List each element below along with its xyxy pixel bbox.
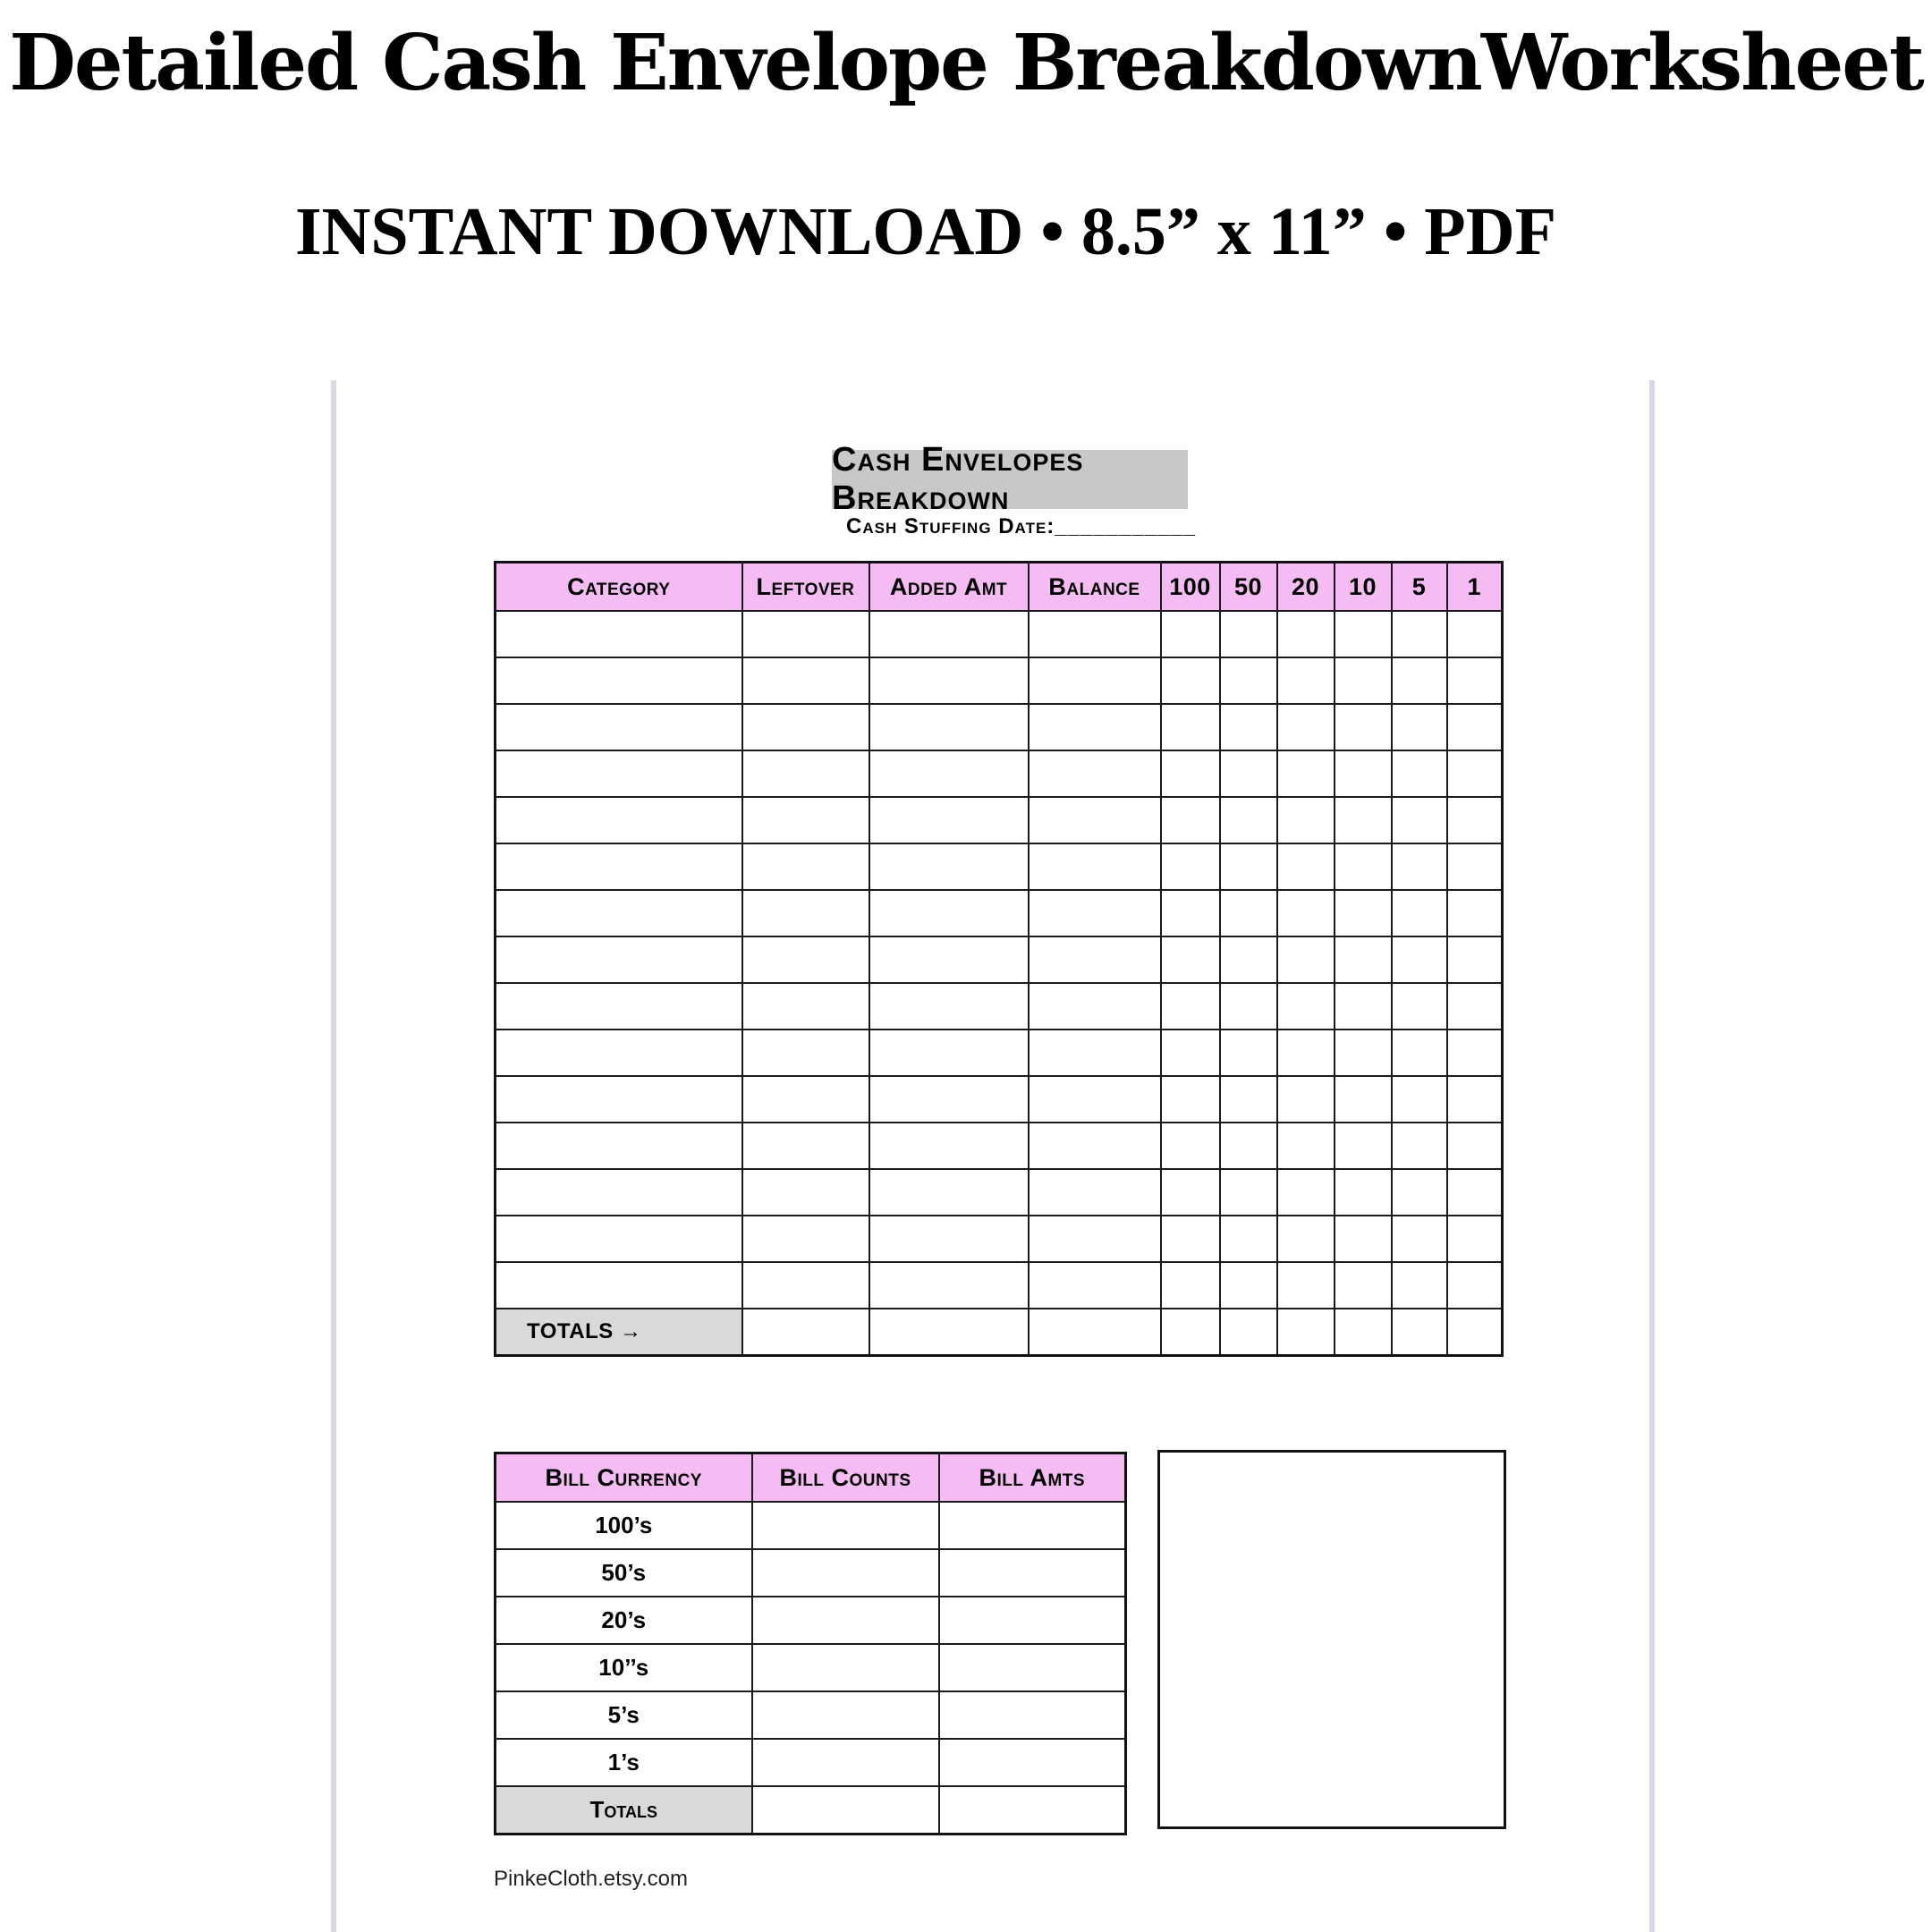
entry-cell[interactable]: [1277, 797, 1335, 843]
column-header: 10: [1335, 563, 1392, 612]
entry-cell[interactable]: [496, 704, 742, 750]
entry-cell[interactable]: [1161, 983, 1220, 1030]
entry-cell[interactable]: [496, 797, 742, 843]
entry-cell[interactable]: [1029, 657, 1161, 704]
table-row: [496, 750, 1503, 797]
entry-cell[interactable]: [1029, 983, 1161, 1030]
entry-cell[interactable]: [869, 657, 1029, 704]
table-row: [496, 797, 1503, 843]
entry-cell[interactable]: [1447, 983, 1503, 1030]
entry-cell[interactable]: [1029, 611, 1161, 657]
entry-cell[interactable]: [1392, 611, 1447, 657]
entry-cell[interactable]: [1335, 750, 1392, 797]
total-cell[interactable]: [1277, 1309, 1335, 1356]
entry-cell[interactable]: [1161, 936, 1220, 983]
entry-cell[interactable]: [1392, 750, 1447, 797]
entry-cell[interactable]: [869, 1216, 1029, 1262]
worksheet-title: Cash Envelopes Breakdown: [832, 450, 1188, 509]
table-row: [496, 1597, 1126, 1644]
entry-cell[interactable]: [1335, 1030, 1392, 1076]
entry-cell[interactable]: [742, 1262, 869, 1309]
table-row: [496, 1739, 1126, 1786]
entry-cell[interactable]: [1029, 843, 1161, 890]
notes-box[interactable]: [1157, 1450, 1506, 1829]
entry-cell[interactable]: [869, 1262, 1029, 1309]
entry-cell[interactable]: [1277, 1123, 1335, 1169]
entry-cell[interactable]: [1392, 936, 1447, 983]
entry-cell[interactable]: [869, 890, 1029, 936]
entry-cell[interactable]: [1220, 1262, 1277, 1309]
entry-cell[interactable]: [869, 1076, 1029, 1123]
entry-cell[interactable]: [1161, 1169, 1220, 1216]
entry-cell[interactable]: [1277, 750, 1335, 797]
entry-cell[interactable]: [1161, 750, 1220, 797]
entry-cell[interactable]: [1161, 1123, 1220, 1169]
entry-cell[interactable]: [1392, 890, 1447, 936]
entry-cell[interactable]: [496, 1169, 742, 1216]
entry-cell[interactable]: [939, 1691, 1126, 1739]
entry-cell[interactable]: [1335, 1262, 1392, 1309]
entry-cell[interactable]: [869, 750, 1029, 797]
table-row: [496, 1691, 1126, 1739]
column-header: 50: [1220, 563, 1277, 612]
entry-cell[interactable]: [752, 1644, 939, 1691]
entry-cell[interactable]: [869, 1169, 1029, 1216]
entry-cell[interactable]: [742, 1216, 869, 1262]
entry-cell[interactable]: [1447, 1123, 1503, 1169]
entry-cell[interactable]: [496, 936, 742, 983]
entry-cell[interactable]: [1277, 890, 1335, 936]
worksheet-page: [331, 380, 1655, 1932]
entry-cell[interactable]: [869, 1123, 1029, 1169]
entry-cell[interactable]: [496, 890, 742, 936]
entry-cell[interactable]: [496, 1076, 742, 1123]
entry-cell[interactable]: [742, 983, 869, 1030]
entry-cell[interactable]: [1029, 1169, 1161, 1216]
bill-table-header-row: [496, 1453, 1126, 1503]
entry-cell[interactable]: [1335, 936, 1392, 983]
bill-currency-table: [494, 1452, 1127, 1835]
entry-cell[interactable]: [1447, 704, 1503, 750]
entry-cell[interactable]: [1447, 843, 1503, 890]
entry-cell[interactable]: [1029, 1076, 1161, 1123]
entry-cell[interactable]: [1447, 657, 1503, 704]
entry-cell[interactable]: [742, 890, 869, 936]
entry-cell[interactable]: [1277, 657, 1335, 704]
entry-cell[interactable]: [742, 1169, 869, 1216]
table-row: [496, 1262, 1503, 1309]
entry-cell[interactable]: [1277, 843, 1335, 890]
entry-cell[interactable]: [1220, 1169, 1277, 1216]
entry-cell[interactable]: [496, 611, 742, 657]
column-header: Category: [496, 563, 742, 612]
entry-cell[interactable]: [1447, 890, 1503, 936]
entry-cell[interactable]: [1277, 1030, 1335, 1076]
table-row: [496, 936, 1503, 983]
entry-cell[interactable]: [742, 1030, 869, 1076]
entry-cell[interactable]: [1392, 657, 1447, 704]
entry-cell[interactable]: [1220, 611, 1277, 657]
table-row: [496, 1502, 1126, 1549]
entry-cell[interactable]: [1029, 936, 1161, 983]
entry-cell[interactable]: [1161, 611, 1220, 657]
column-header: Leftover: [742, 563, 869, 612]
entry-cell[interactable]: [742, 936, 869, 983]
entry-cell[interactable]: [1161, 1076, 1220, 1123]
table-row: [496, 1169, 1503, 1216]
entry-cell[interactable]: [1161, 704, 1220, 750]
total-cell[interactable]: [752, 1786, 939, 1835]
entry-cell[interactable]: [1029, 750, 1161, 797]
entry-cell[interactable]: [1392, 797, 1447, 843]
total-cell[interactable]: [1161, 1309, 1220, 1356]
entry-cell[interactable]: [1220, 750, 1277, 797]
entry-cell[interactable]: [742, 750, 869, 797]
entry-cell[interactable]: [1029, 797, 1161, 843]
table-row: [496, 1030, 1503, 1076]
table-row: [496, 890, 1503, 936]
entry-cell[interactable]: [1220, 1123, 1277, 1169]
totals-row: [496, 1786, 1126, 1835]
entry-cell[interactable]: [752, 1739, 939, 1786]
entry-cell[interactable]: [1392, 1169, 1447, 1216]
entry-cell[interactable]: [1029, 890, 1161, 936]
entry-cell[interactable]: [742, 1076, 869, 1123]
entry-cell[interactable]: [496, 1123, 742, 1169]
entry-cell[interactable]: [752, 1597, 939, 1644]
entry-cell[interactable]: [1335, 611, 1392, 657]
totals-label: Totals: [496, 1786, 752, 1835]
entry-cell[interactable]: [1392, 843, 1447, 890]
entry-cell[interactable]: [1161, 1216, 1220, 1262]
bill-denomination-label: 1’s: [496, 1739, 752, 1786]
table-row: [496, 843, 1503, 890]
entry-cell[interactable]: [1277, 1216, 1335, 1262]
table-row: [496, 1123, 1503, 1169]
entry-cell[interactable]: [869, 936, 1029, 983]
entry-cell[interactable]: [1220, 704, 1277, 750]
entry-cell[interactable]: [1277, 1169, 1335, 1216]
column-header: Added Amt: [869, 563, 1029, 612]
entry-cell[interactable]: [1220, 983, 1277, 1030]
entry-cell[interactable]: [1335, 983, 1392, 1030]
entry-cell[interactable]: [1392, 1076, 1447, 1123]
entry-cell[interactable]: [742, 657, 869, 704]
entry-cell[interactable]: [1392, 1030, 1447, 1076]
entry-cell[interactable]: [496, 843, 742, 890]
entry-cell[interactable]: [939, 1549, 1126, 1597]
entry-cell[interactable]: [1335, 1216, 1392, 1262]
total-cell[interactable]: [1220, 1309, 1277, 1356]
entry-cell[interactable]: [869, 704, 1029, 750]
entry-cell[interactable]: [869, 1030, 1029, 1076]
total-cell[interactable]: [742, 1309, 869, 1356]
entry-cell[interactable]: [752, 1691, 939, 1739]
table-row: [496, 983, 1503, 1030]
entry-cell[interactable]: [869, 983, 1029, 1030]
entry-cell[interactable]: [742, 704, 869, 750]
total-cell[interactable]: [1447, 1309, 1503, 1356]
entry-cell[interactable]: [1277, 704, 1335, 750]
entry-cell[interactable]: [496, 1030, 742, 1076]
entry-cell[interactable]: [1029, 1262, 1161, 1309]
entry-cell[interactable]: [1029, 704, 1161, 750]
shop-url: PinkeCloth.etsy.com: [494, 1867, 688, 1891]
total-cell[interactable]: [1392, 1309, 1447, 1356]
table-row: [496, 1644, 1126, 1691]
entry-cell[interactable]: [1220, 797, 1277, 843]
entry-cell[interactable]: [752, 1549, 939, 1597]
entry-cell[interactable]: [869, 797, 1029, 843]
entry-cell[interactable]: [1335, 797, 1392, 843]
entry-cell[interactable]: [869, 843, 1029, 890]
column-header: Bill Amts: [939, 1453, 1126, 1503]
entry-cell[interactable]: [742, 797, 869, 843]
column-header: Bill Currency: [496, 1453, 752, 1503]
entry-cell[interactable]: [1220, 1216, 1277, 1262]
entry-cell[interactable]: [496, 750, 742, 797]
entry-cell[interactable]: [1277, 936, 1335, 983]
bill-denomination-label: 100’s: [496, 1502, 752, 1549]
table-row: [496, 704, 1503, 750]
entry-cell[interactable]: [742, 1123, 869, 1169]
listing-subtitle: INSTANT DOWNLOAD • 8.5” x 11” • PDF: [294, 194, 1557, 269]
entry-cell[interactable]: [1161, 1030, 1220, 1076]
entry-cell[interactable]: [1392, 1262, 1447, 1309]
table-row: [496, 1549, 1126, 1597]
entry-cell[interactable]: [1392, 983, 1447, 1030]
bill-denomination-label: 10’’s: [496, 1644, 752, 1691]
entry-cell[interactable]: [1447, 1262, 1503, 1309]
entry-cell[interactable]: [1220, 843, 1277, 890]
entry-cell[interactable]: [1220, 1030, 1277, 1076]
entry-cell[interactable]: [1447, 1076, 1503, 1123]
entry-cell[interactable]: [1220, 657, 1277, 704]
column-header: 20: [1277, 563, 1335, 612]
entry-cell[interactable]: [1277, 1076, 1335, 1123]
column-header: Bill Counts: [752, 1453, 939, 1503]
entry-cell[interactable]: [1029, 1216, 1161, 1262]
column-header: 100: [1161, 563, 1220, 612]
entry-cell[interactable]: [496, 657, 742, 704]
entry-cell[interactable]: [1335, 1169, 1392, 1216]
entry-cell[interactable]: [939, 1739, 1126, 1786]
entry-cell[interactable]: [939, 1597, 1126, 1644]
entry-cell[interactable]: [1335, 1076, 1392, 1123]
entry-cell[interactable]: [939, 1502, 1126, 1549]
entry-cell[interactable]: [1392, 1216, 1447, 1262]
entry-cell[interactable]: [1447, 797, 1503, 843]
bill-denomination-label: 20’s: [496, 1597, 752, 1644]
entry-cell[interactable]: [1220, 936, 1277, 983]
entry-cell[interactable]: [1277, 611, 1335, 657]
entry-cell[interactable]: [1277, 1262, 1335, 1309]
table-row: [496, 657, 1503, 704]
entry-cell[interactable]: [1335, 1123, 1392, 1169]
entry-cell[interactable]: [1447, 750, 1503, 797]
entry-cell[interactable]: [1029, 1123, 1161, 1169]
entry-cell[interactable]: [939, 1644, 1126, 1691]
totals-row: [496, 1309, 1503, 1356]
stuffing-date-label: Cash Stuffing Date:___________: [846, 514, 1197, 538]
entry-cell[interactable]: [1335, 657, 1392, 704]
entry-cell[interactable]: [1447, 1169, 1503, 1216]
entry-cell[interactable]: [869, 611, 1029, 657]
entry-cell[interactable]: [496, 1216, 742, 1262]
entry-cell[interactable]: [496, 983, 742, 1030]
listing-title: Detailed Cash Envelope BreakdownWorksheet: [9, 18, 1923, 108]
entry-cell[interactable]: [1161, 797, 1220, 843]
entry-cell[interactable]: [496, 1262, 742, 1309]
entry-cell[interactable]: [1029, 1030, 1161, 1076]
table-row: [496, 1216, 1503, 1262]
table-row: [496, 1076, 1503, 1123]
entry-cell[interactable]: [1220, 1076, 1277, 1123]
envelope-breakdown-table: [494, 561, 1504, 1357]
main-table-header-row: [496, 563, 1503, 612]
entry-cell[interactable]: [1447, 936, 1503, 983]
entry-cell[interactable]: [752, 1502, 939, 1549]
entry-cell[interactable]: [1161, 843, 1220, 890]
total-cell[interactable]: [1029, 1309, 1161, 1356]
entry-cell[interactable]: [1335, 843, 1392, 890]
entry-cell[interactable]: [1277, 983, 1335, 1030]
bill-denomination-label: 5’s: [496, 1691, 752, 1739]
entry-cell[interactable]: [1392, 1123, 1447, 1169]
entry-cell[interactable]: [1447, 1216, 1503, 1262]
bill-denomination-label: 50’s: [496, 1549, 752, 1597]
totals-label: TOTALS →: [496, 1309, 742, 1356]
entry-cell[interactable]: [1161, 1262, 1220, 1309]
total-cell[interactable]: [1335, 1309, 1392, 1356]
entry-cell[interactable]: [742, 611, 869, 657]
entry-cell[interactable]: [1335, 704, 1392, 750]
entry-cell[interactable]: [1335, 890, 1392, 936]
column-header: 1: [1447, 563, 1503, 612]
column-header: 5: [1392, 563, 1447, 612]
entry-cell[interactable]: [1161, 657, 1220, 704]
column-header: Balance: [1029, 563, 1161, 612]
entry-cell[interactable]: [742, 843, 869, 890]
table-row: [496, 611, 1503, 657]
entry-cell[interactable]: [1392, 704, 1447, 750]
entry-cell[interactable]: [1161, 890, 1220, 936]
entry-cell[interactable]: [1447, 1030, 1503, 1076]
entry-cell[interactable]: [1447, 611, 1503, 657]
total-cell[interactable]: [869, 1309, 1029, 1356]
total-cell[interactable]: [939, 1786, 1126, 1835]
entry-cell[interactable]: [1220, 890, 1277, 936]
